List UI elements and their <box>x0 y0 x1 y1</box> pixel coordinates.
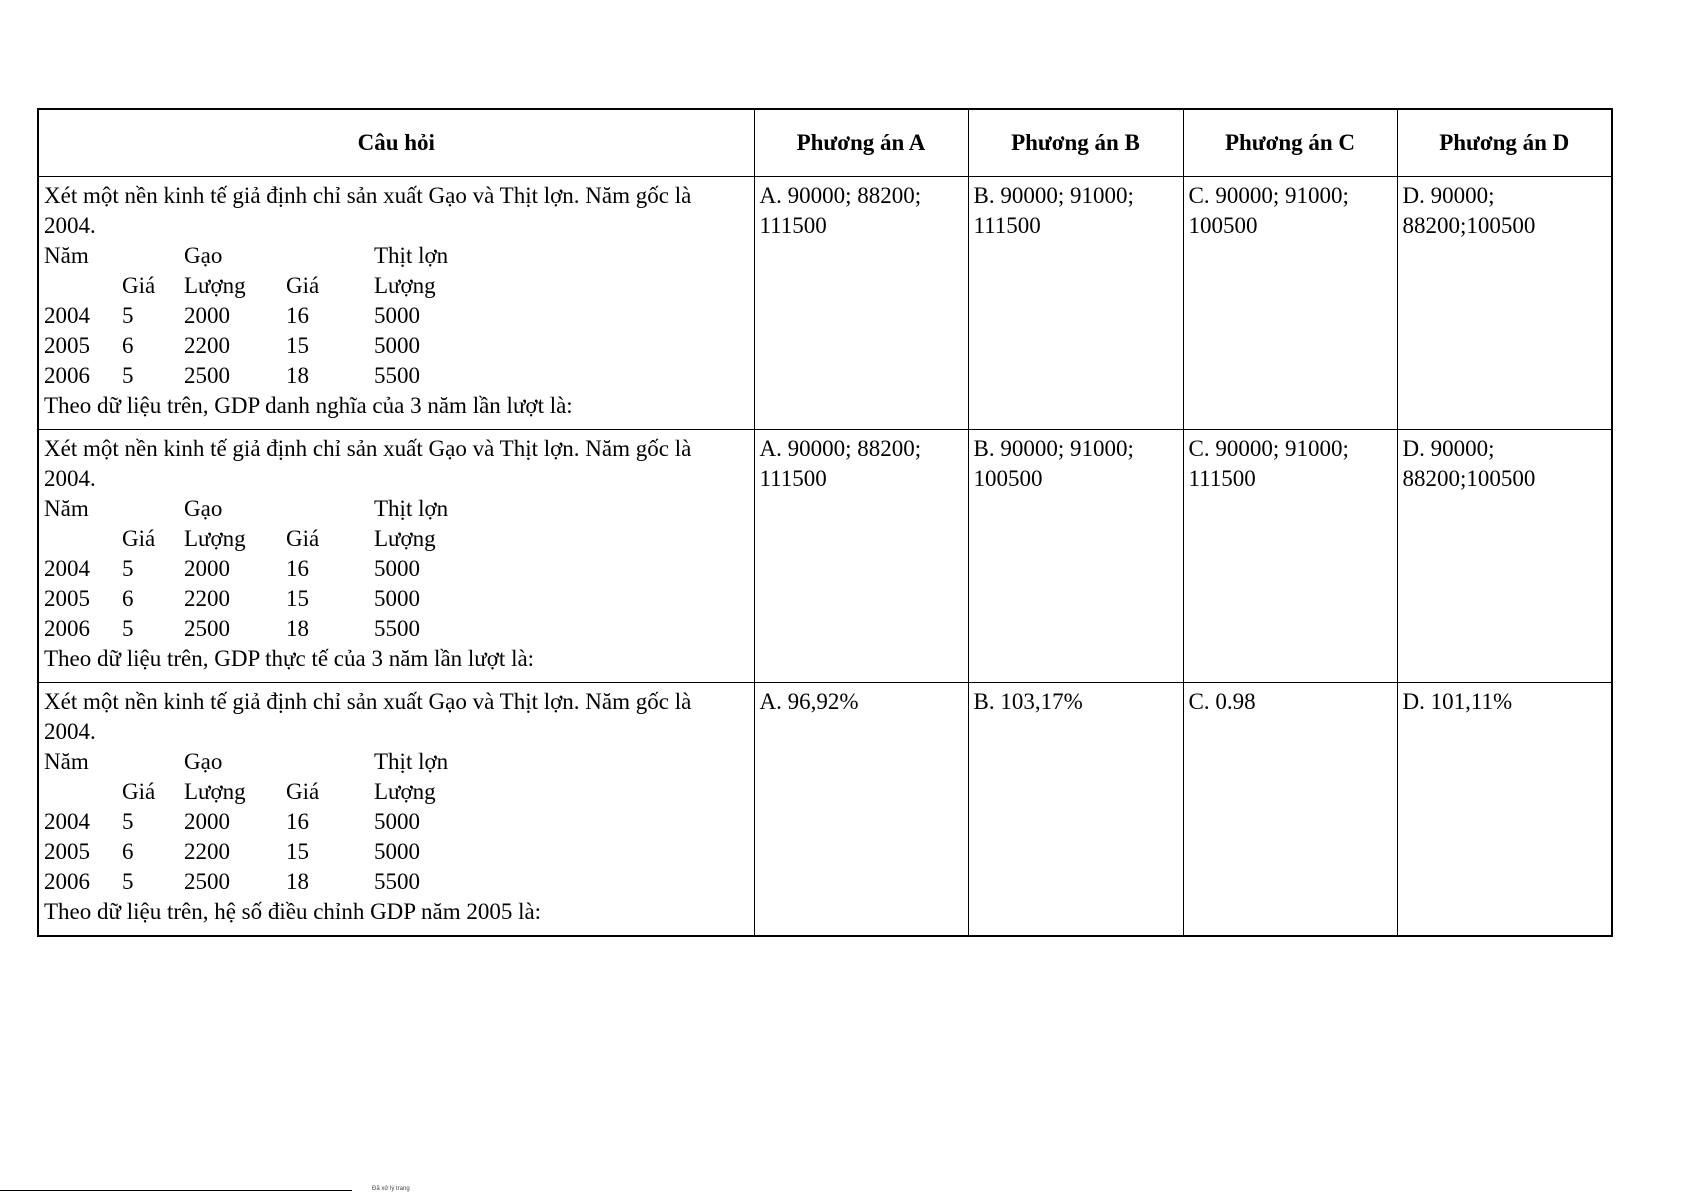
data-table-subheader-cell: Lượng <box>184 273 246 298</box>
header-option-b: Phương án B <box>968 109 1183 177</box>
data-table-subheader-cell <box>44 777 122 807</box>
data-table-cell: 5500 <box>374 869 420 894</box>
data-table <box>44 241 750 391</box>
data-table-cell: 5000 <box>374 809 420 834</box>
data-table-cell: 5000 <box>374 303 420 328</box>
question-sheet <box>37 108 1611 937</box>
data-table-subheader-cell: Lượng <box>374 526 436 551</box>
data-table-cell: 5 <box>122 616 134 641</box>
option-c-cell <box>1183 430 1397 683</box>
data-table-cell: 2200 <box>184 839 230 864</box>
data-table-cell: 2004 <box>44 303 90 328</box>
option-c-text: C. 90000; 91000; 111500 <box>1188 436 1349 491</box>
data-table-cell: 5000 <box>374 586 420 611</box>
header-option-a: Phương án A <box>754 109 968 177</box>
data-table-header-cell: Gạo <box>184 243 223 268</box>
data-table-cell: 5500 <box>374 616 420 641</box>
data-table-header-cell <box>122 747 184 777</box>
data-table-cell: 2005 <box>44 839 90 864</box>
data-table-header-cell: Năm <box>44 243 89 268</box>
data-table-cell: 16 <box>286 556 309 581</box>
data-table-header-cell: Thịt lợn <box>374 496 449 521</box>
header-option-c: Phương án C <box>1183 109 1397 177</box>
data-table-cell: 15 <box>286 333 309 358</box>
data-table-cell: 6 <box>122 839 134 864</box>
data-table-cell: 2004 <box>44 809 90 834</box>
data-table-cell: 5000 <box>374 556 420 581</box>
data-table-cell: 5 <box>122 363 134 388</box>
option-a-text: A. 96,92% <box>759 689 859 714</box>
data-table-header-cell <box>286 494 374 524</box>
question-prompt: Theo dữ liệu trên, GDP thực tế của 3 năm lần lượt là: <box>44 646 535 671</box>
data-table-header-cell: Thịt lợn <box>374 749 449 774</box>
data-table-subheader-cell: Lượng <box>184 526 246 551</box>
option-b-cell <box>968 683 1183 937</box>
data-table-cell: 2500 <box>184 363 230 388</box>
question-intro-line: Xét một nền kinh tế giả định chỉ sản xuất Gạo và Thịt lợn. Năm gốc là <box>44 183 692 208</box>
option-d-text: D. 90000; 88200;100500 <box>1402 436 1536 491</box>
question-intro-line: 2004. <box>44 213 96 238</box>
data-table-subheader-cell <box>44 271 122 301</box>
question-row <box>38 683 1612 937</box>
data-table-subheader-cell <box>44 524 122 554</box>
option-a-cell <box>754 177 968 430</box>
data-table-header-cell <box>286 747 374 777</box>
data-table-cell: 18 <box>286 616 309 641</box>
data-table-cell: 2005 <box>44 333 90 358</box>
data-table-cell: 2006 <box>44 869 90 894</box>
data-table-cell: 2004 <box>44 556 90 581</box>
data-table <box>44 494 750 644</box>
data-table-subheader-cell: Lượng <box>184 779 246 804</box>
question-intro-line: Xét một nền kinh tế giả định chỉ sản xuất Gạo và Thịt lợn. Năm gốc là <box>44 689 692 714</box>
data-table-cell: 5500 <box>374 363 420 388</box>
data-table-header-cell: Gạo <box>184 749 223 774</box>
question-intro-line: 2004. <box>44 466 96 491</box>
option-c-text: C. 0.98 <box>1188 689 1256 714</box>
data-table-cell: 16 <box>286 303 309 328</box>
data-table-cell: 15 <box>286 839 309 864</box>
data-table-cell: 5 <box>122 303 134 328</box>
data-table-cell: 5000 <box>374 333 420 358</box>
header-question: Câu hỏi <box>38 109 754 177</box>
header-row <box>38 109 1612 177</box>
option-b-text: B. 90000; 91000; 111500 <box>973 183 1134 238</box>
question-row <box>38 430 1612 683</box>
data-table-header-cell: Thịt lợn <box>374 243 449 268</box>
option-a-cell <box>754 430 968 683</box>
question-cell <box>38 430 754 683</box>
data-table-subheader-cell: Lượng <box>374 779 436 804</box>
option-d-text: D. 90000; 88200;100500 <box>1402 183 1536 238</box>
data-table-cell: 2000 <box>184 556 230 581</box>
question-prompt: Theo dữ liệu trên, GDP danh nghĩa của 3 năm lần lượt là: <box>44 393 573 418</box>
question-intro-line: Xét một nền kinh tế giả định chỉ sản xuất Gạo và Thịt lợn. Năm gốc là <box>44 436 692 461</box>
data-table-header-cell <box>286 241 374 271</box>
question-intro-line: 2004. <box>44 719 96 744</box>
data-table-cell: 6 <box>122 333 134 358</box>
option-d-cell <box>1397 683 1612 937</box>
question-cell <box>38 177 754 430</box>
data-table-subheader-cell: Giá <box>122 273 156 298</box>
data-table-cell: 5 <box>122 556 134 581</box>
option-b-text: B. 103,17% <box>973 689 1083 714</box>
option-b-cell <box>968 177 1183 430</box>
data-table-subheader-cell: Giá <box>286 779 320 804</box>
option-d-text: D. 101,11% <box>1402 689 1513 714</box>
data-table-cell: 2000 <box>184 303 230 328</box>
footer-text: Đã xử lý trang <box>372 1186 410 1192</box>
data-table-cell: 18 <box>286 363 309 388</box>
data-table-header-cell: Năm <box>44 749 89 774</box>
data-table-subheader-cell: Lượng <box>374 273 436 298</box>
data-table-subheader-cell: Giá <box>286 526 320 551</box>
data-table-cell: 2000 <box>184 809 230 834</box>
option-c-cell <box>1183 177 1397 430</box>
data-table <box>44 747 750 897</box>
data-table-cell: 2200 <box>184 333 230 358</box>
data-table-cell: 5000 <box>374 839 420 864</box>
data-table-cell: 16 <box>286 809 309 834</box>
data-table-cell: 2006 <box>44 363 90 388</box>
header-option-d: Phương án D <box>1397 109 1612 177</box>
data-table-cell: 6 <box>122 586 134 611</box>
data-table-header-cell <box>122 494 184 524</box>
data-table-header-cell <box>122 241 184 271</box>
option-c-cell <box>1183 683 1397 937</box>
data-table-header-cell: Gạo <box>184 496 223 521</box>
data-table-cell: 2005 <box>44 586 90 611</box>
data-table-cell: 2200 <box>184 586 230 611</box>
data-table-cell: 18 <box>286 869 309 894</box>
option-c-text: C. 90000; 91000; 100500 <box>1188 183 1349 238</box>
data-table-cell: 5 <box>122 869 134 894</box>
data-table-cell: 15 <box>286 586 309 611</box>
data-table-cell: 2500 <box>184 616 230 641</box>
quiz-table <box>37 108 1613 937</box>
option-b-text: B. 90000; 91000; 100500 <box>973 436 1134 491</box>
data-table-header-cell: Năm <box>44 496 89 521</box>
data-table-cell: 2500 <box>184 869 230 894</box>
data-table-cell: 5 <box>122 809 134 834</box>
option-a-text: A. 90000; 88200; 111500 <box>759 183 922 238</box>
data-table-cell: 2006 <box>44 616 90 641</box>
option-d-cell <box>1397 177 1612 430</box>
option-a-text: A. 90000; 88200; 111500 <box>759 436 922 491</box>
question-cell <box>38 683 754 937</box>
data-table-subheader-cell: Giá <box>286 273 320 298</box>
data-table-subheader-cell: Giá <box>122 779 156 804</box>
question-prompt: Theo dữ liệu trên, hệ số điều chỉnh GDP năm 2005 là: <box>44 899 542 924</box>
data-table-subheader-cell: Giá <box>122 526 156 551</box>
option-a-cell <box>754 683 968 937</box>
option-d-cell <box>1397 430 1612 683</box>
option-b-cell <box>968 430 1183 683</box>
question-row <box>38 177 1612 430</box>
